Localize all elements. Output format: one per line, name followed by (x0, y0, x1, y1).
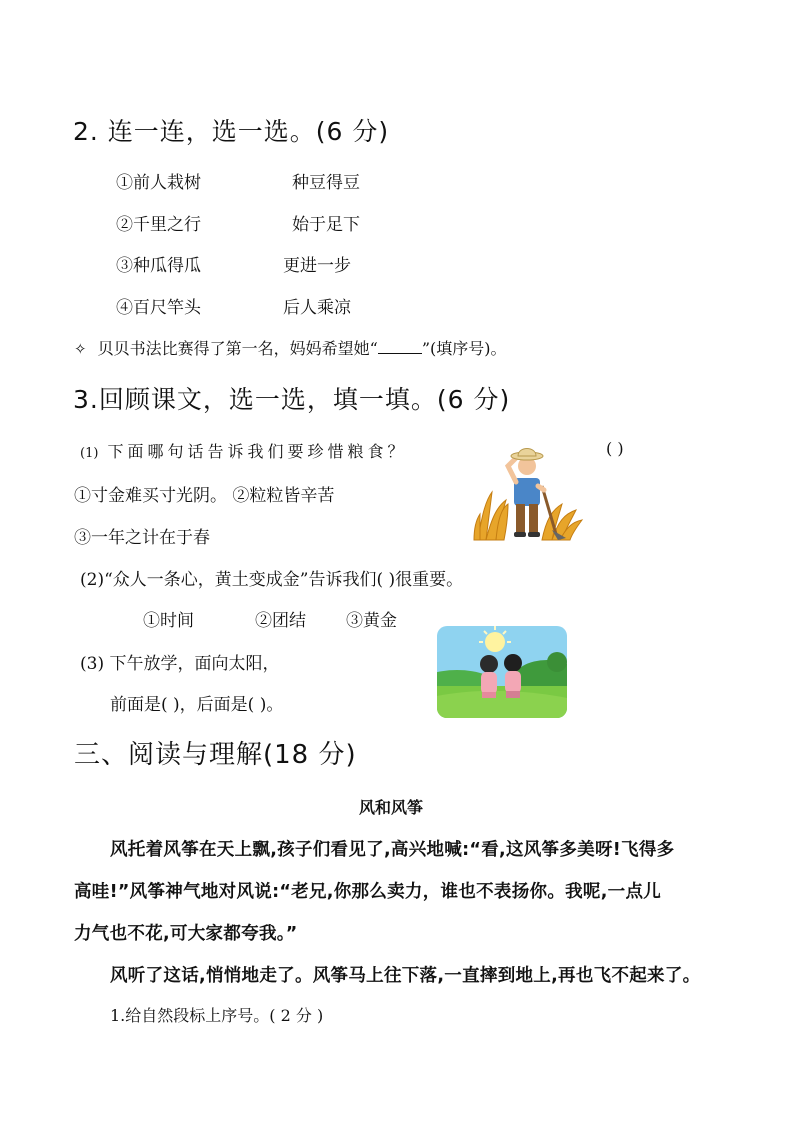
section3-title: 三、阅读与理解(18 分) (74, 740, 357, 770)
q3-sub2-option-1: ①时间 (143, 611, 194, 631)
passage-para1-line2: 高哇!”风筝神气地对风说:“老兄,你那么卖力，谁也不表扬你。我呢,一点儿 (74, 882, 662, 902)
q2-right-4: 后人乘凉 (283, 298, 351, 318)
q3-options-line1: ①寸金难买寸光阴。 ②粒粒皆辛苦 (74, 486, 335, 506)
q2-right-3: 更进一步 (283, 256, 351, 276)
q3-sub1-label: (1) (80, 446, 99, 461)
farmer-illustration (472, 434, 584, 542)
q2-right-2: 始于足下 (292, 215, 360, 235)
sparkle-icon: ✧ (74, 340, 87, 358)
passage-para1-line1: 风托着风筝在天上飘,孩子们看见了,高兴地喊:“看,这风筝多美呀!飞得多 (110, 840, 675, 860)
q3-sub1 (80, 439, 408, 462)
q2-left-4: ④百尺竿头 (116, 298, 201, 318)
q2-title: 2. 连一连，选一选。(6 分) (73, 117, 390, 146)
q2-left-1: ①前人栽树 (116, 173, 201, 193)
passage-para1-line3: 力气也不花,可大家都夸我。” (74, 924, 298, 944)
passage-title: 风和风筝 (359, 798, 424, 817)
q3-sub3-line1: (3) 下午放学，面向太阳， (80, 654, 280, 674)
q3-sub1-paren: ( ) (606, 439, 624, 458)
q2-right-1: 种豆得豆 (292, 173, 360, 193)
q3-sub3-line2: 前面是( )，后面是( )。 (110, 695, 284, 715)
q3-title: 3.回顾课文，选一选，填一填。(6 分) (73, 385, 511, 414)
q3-sub1-text: 下面哪句话告诉我们要珍惜粮食？ (107, 442, 408, 461)
passage-para2: 风听了这话,悄悄地走了。风筝马上往下落,一直摔到地上,再也飞不起来了。 (110, 966, 701, 986)
q3-sub2: (2)“众人一条心，黄土变成金”告诉我们( )很重要。 (80, 570, 464, 590)
children-sunset-illustration (437, 626, 567, 718)
q2-left-3: ③种瓜得瓜 (116, 256, 201, 276)
q2-left-2: ②千里之行 (116, 215, 201, 235)
q3-sub2-option-3: ③黄金 (346, 611, 397, 631)
q3-options-line2: ③一年之计在于春 (74, 528, 210, 548)
q3-sub2-option-2: ②团结 (255, 611, 306, 631)
answer-blank[interactable] (378, 339, 422, 354)
q2-fill-prefix: 贝贝书法比赛得了第一名，妈妈希望她“ (97, 339, 378, 358)
q2-fill-line (74, 336, 507, 359)
q2-fill-suffix: ”(填序号)。 (421, 339, 507, 358)
reading-q1: 1.给自然段标上序号。( 2 分 ) (110, 1006, 324, 1025)
